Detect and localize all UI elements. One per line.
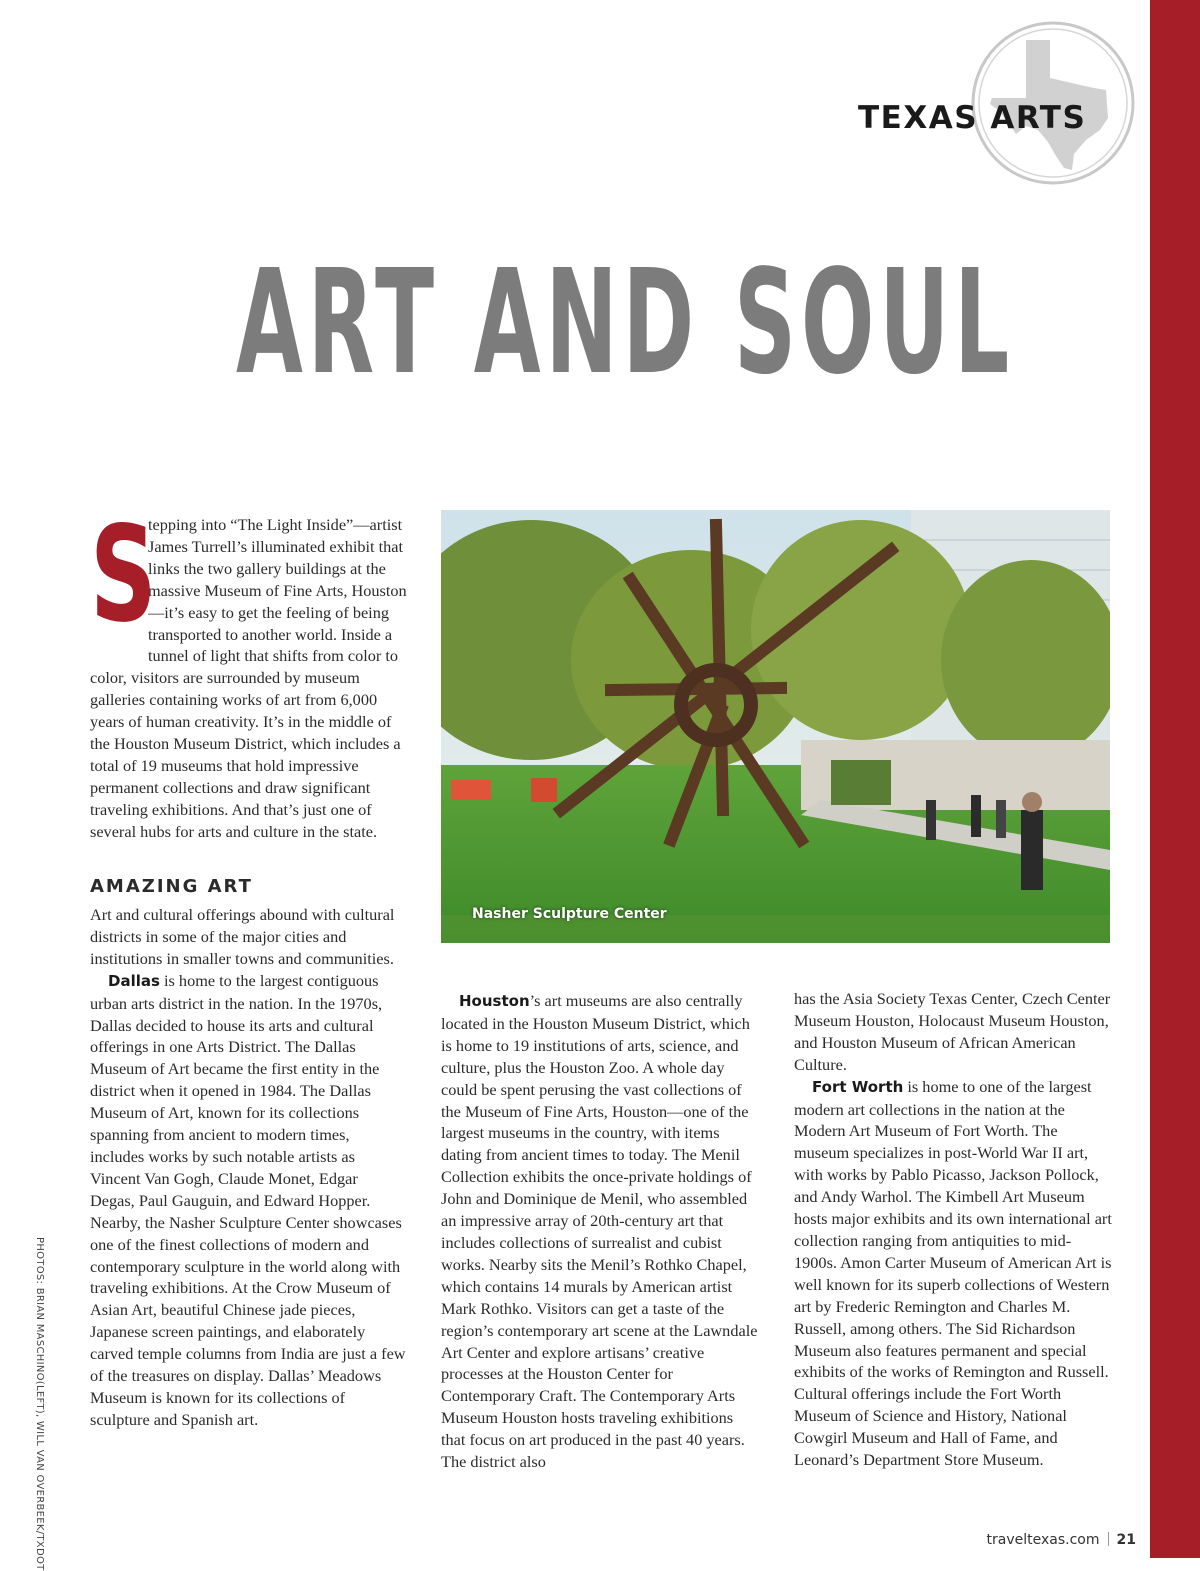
page-footer [950, 1532, 1136, 1548]
page-edge-red-bar [1150, 0, 1200, 1558]
footer-divider [1108, 1532, 1109, 1546]
fort-worth-text: is home to one of the largest modern art collections in the nation at the Modern Art Museum of Fort Worth. The museum specializes in post-World War II art, with works by Pablo Picasso, Jackson Pollock, and Andy Warhol. The Kimbell Art Museum hosts major exhibits and its own international art collection ranging from antiquities to mid-1900s. Amon Carter Museum of American Art is well known for its superb collections of Western art by Frederic Remington and Charles M. Russell, among others. The Sid Richardson Museum also features permanent and special exhibits of the works of Remington and Russell. Cultural offerings include the Fort Worth Museum of Science and History, National Cowgirl Museum and Hall of Fame, and Leonard’s Department Store Museum. [794, 1076, 1112, 1470]
amazing-art-column [90, 904, 406, 1431]
fort-worth-runin: Fort Worth [812, 1077, 904, 1096]
nasher-sculpture-photo [441, 510, 1110, 943]
intro-text: tepping into “The Light Inside”—artist James Turrell’s illuminated exhibit that links the two gallery buildings at the massive Museum of Fine Arts, Houston—it’s easy to get the feeling of being transported to another world. Inside a tunnel of light that shifts from color to color, visitors are surrounded by museum galleries containing works of art from 6,000 years of human creativity. It’s in the middle of the Houston Museum District, which includes a total of 19 museums that hold impressive permanent collections and draw significant traveling exhibitions. And that’s just one of several hubs for arts and culture in the state. [90, 515, 407, 841]
houston-text: ’s art museums are also centrally located in the Houston Museum District, which is home to 19 institutions of arts, science, and culture, plus the Houston Zoo. A whole day could be spent perusing the vast collections of the Museum of Fine Arts, Houston—one of the largest museums in the country, with items dating from ancient times to today. The Menil Collection exhibits the once-private holdings of John and Dominique de Menil, who assembled an impressive array of 20th-century art that includes collections of surrealist and cubist works. Nearby sits the Menil’s Rothko Chapel, which contains 14 murals by American artist Mark Rothko. Visitors can get a taste of the region’s contemporary art scene at the Lawndale Art Center and explore artisans’ creative processes at the Houston Center for Contemporary Craft. The Contemporary Arts Museum Houston hosts traveling exhibitions that focus on art produced in the past 40 years. The district also [441, 991, 758, 1472]
amazing-art-paragraph: Art and cultural offerings abound with cultural districts in some of the major cities and institutions in smaller towns and communities. [90, 905, 395, 968]
subhead-amazing-art: AMAZING ART [90, 876, 253, 897]
fort-worth-paragraph [794, 1076, 1114, 1471]
dallas-text: is home to the largest contiguous urban arts district in the nation. In the 1970s, Dallas decided to house its arts and cultural offerings in one Arts District. The Dallas Museum of Art became the first entity in the district when it opened in 1984. The Dallas Museum of Art, known for its collections spanning from ancient to modern times, includes works by such notable artists as Vincent Van Gogh, Claude Monet, Edgar Degas, Paul Gauguin, and Edward Hopper. Nearby, the Nasher Sculpture Center showcases one of the finest collections of modern and contemporary sculpture in the world along with traveling exhibitions. At the Crow Museum of Asian Art, beautiful Chinese jade pieces, Japanese screen paintings, and elaborately carved temple columns from India are just a few of the treasures on display. Dallas’ Meadows Museum is known for its collections of sculpture and Spanish art. [90, 970, 406, 1429]
fort-worth-column [794, 988, 1114, 1471]
section-tag: TEXAS ARTS [858, 100, 1087, 136]
photo-caption: Nasher Sculpture Center [472, 906, 667, 922]
headline: ART AND SOUL [236, 238, 1014, 406]
dallas-runin: Dallas [108, 971, 160, 990]
page-number: 21 [1116, 1532, 1136, 1548]
houston-continuation: has the Asia Society Texas Center, Czech Center Museum Houston, Holocaust Museum Houston, and Houston Museum of African American Culture. [794, 989, 1111, 1074]
dallas-paragraph [90, 970, 406, 1431]
photo-credit: PHOTOS: BRIAN MASCHINO(LEFT), WILL VAN OVERBEEK/TXDOT [34, 1237, 45, 1571]
dropcap: S [90, 498, 157, 652]
footer-site-link[interactable]: traveltexas.com [986, 1532, 1100, 1548]
houston-column [441, 990, 758, 1473]
houston-runin: Houston [459, 992, 530, 1010]
intro-column [90, 498, 408, 843]
houston-paragraph [441, 990, 758, 1473]
